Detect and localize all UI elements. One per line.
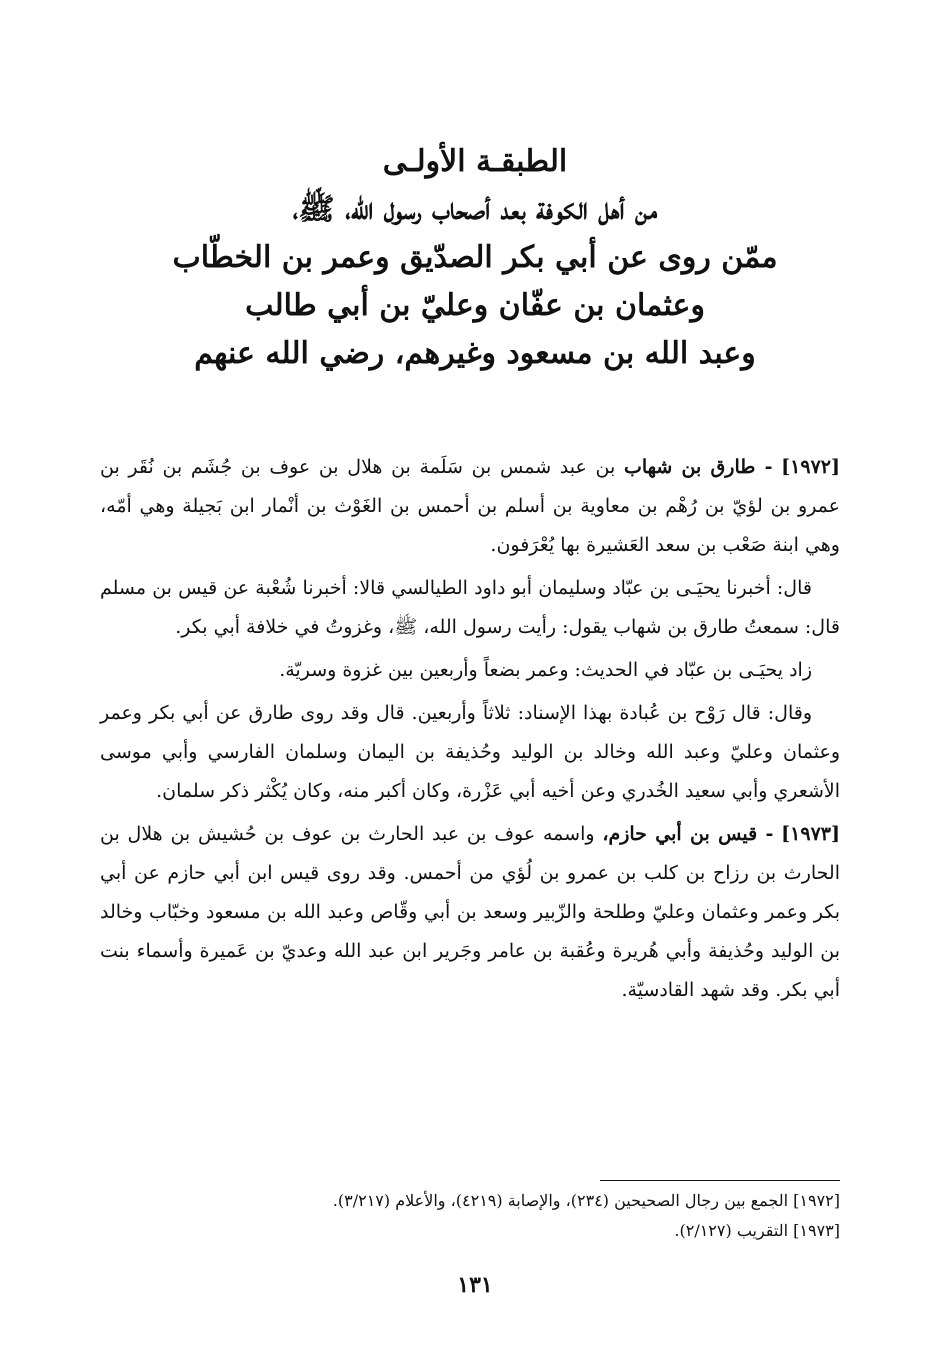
entry-1972-paragraph-2: زاد يحيَـى بن عبّاد في الحديث: وعمر بضعاً وأربعين بين غزوة وسريّة. [279, 659, 812, 681]
entry-number: [١٩٧٣] [781, 823, 840, 845]
entry-1972-intro [100, 448, 840, 565]
heading-line-1: الطبقـة الأولـى [382, 144, 568, 179]
heading-line-3: ممّن روى عن أبي بكر الصدّيق وعمر بن الخطّاب [172, 240, 778, 275]
entry-text: واسمه عوف بن عبد الحارث بن عوف بن حُشيش بن هلال بن الحارث بن رزاح بن كلب بن عمرو بن لُؤي من أحمس. وقد روى قيس ابن أبي حازم عن أبي بكر وعمر وعثمان وعليّ وطلحة والزّبير وسعد بن أبي وقّاص وعبد الله بن مسعود وخبّاب وخالد بن الوليد وحُذيفة وأبي هُريرة وعُقبة بن عامر وجَرير ابن عبد الله وعديّ بن عَميرة وأسماء بنت أبي بكر. وقد شهد القادسيّة. [100, 823, 840, 1001]
page-number: ١٣١ [457, 1272, 493, 1298]
entry-number: [١٩٧٢] [781, 456, 840, 478]
heading-line-5: وعبد الله بن مسعود وغيرهم، رضي الله عنهم [194, 336, 756, 371]
entry-lineage: بن عبد شمس بن سَلَمة بن هلال بن عوف بن جُشَم بن نُقَر بن عمرو بن لؤيّ بن رُهْم بن معاوية بن أسلم بن أحمس بن الغَوْث بن أنْمار ابن بَجيلة وهي أمّه، وهي ابنة صَعْب بن سعد العَشيرة بها يُعْرَفون. [100, 456, 840, 556]
heading-line-2: من أهل الكوفة بعد أصحاب رسول الله، ﷺ، [292, 192, 658, 227]
heading-line-4: وعثمان بن عفّان وعليّ بن أبي طالب [245, 288, 705, 323]
footnote-divider [600, 1180, 840, 1181]
entry-name: - قيس بن أبي حازم، [602, 823, 774, 845]
entry-1972-paragraph-3: وقال: قال رَوْح بن عُبادة بهذا الإسناد: ثلاثاً وأربعين. قال وقد روى طارق عن أبي بكر وعمر وعثمان وعليّ وعبد الله وخالد بن الوليد وحُذيفة بن اليمان وسلمان الفارسي وأبي موسى الأشعري وأبي سعيد الخُدري وعن أخيه أبي عَزْرة، وكان أكبر منه، وكان يُكْثر ذكر سلمان. [100, 702, 840, 802]
footnote-1972: [١٩٧٢] الجمع بين رجال الصحيحين (٢٣٤)، والإصابة (٤٢١٩)، والأعلام (٣/٢١٧). [332, 1191, 840, 1210]
chapter-heading [150, 138, 800, 378]
main-text [100, 448, 840, 1014]
footnotes [140, 1186, 840, 1246]
entry-name: - طارق بن شهاب [623, 456, 773, 478]
entry-1972-paragraph-1: قال: أخبرنا يحيَـى بن عبّاد وسليمان أبو داود الطيالسي قالا: أخبرنا شُعْبة عن قيس بن مسلم قال: سمعتُ طارق بن شهاب يقول: رأيت رسول الله، ﷺ، وغزوتُ في خلافة أبي بكر. [100, 577, 840, 638]
footnote-1973: [١٩٧٣] التقريب (٢/١٢٧). [674, 1221, 840, 1240]
entry-1973 [100, 815, 840, 1010]
